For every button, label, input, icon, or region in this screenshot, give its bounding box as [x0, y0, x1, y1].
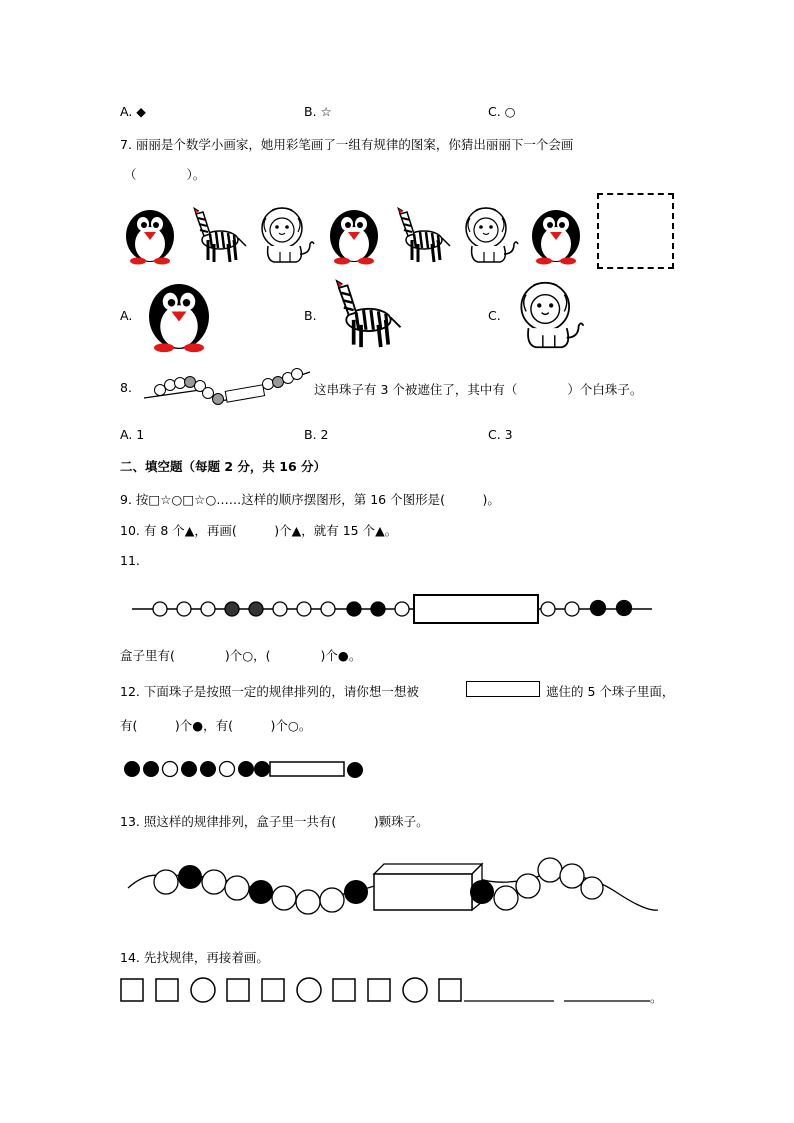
q8-text: 这串珠子有 3 个被遮住了，其中有（ ）个白珠子。 — [314, 382, 643, 397]
q8-number: 8. — [120, 380, 132, 395]
q7-sequence-penguin-icon-1 — [120, 202, 180, 266]
q12-text-after: 遮住的 5 个珠子里面， — [546, 684, 675, 699]
q7-option-b-zebra-icon[interactable] — [326, 278, 406, 352]
q6-option-b[interactable]: B. ☆ — [304, 104, 332, 119]
q7-sequence-penguin-icon-2 — [324, 202, 384, 266]
q6-option-c[interactable]: C. ○ — [488, 104, 516, 119]
q7-sequence-lion-icon-2 — [460, 204, 520, 266]
q14-shape-sequence — [120, 976, 660, 1006]
q8-option-b[interactable]: B. 2 — [304, 427, 329, 442]
q12-inline-box — [466, 681, 540, 697]
section-2-title: 二、填空题（每题 2 分，共 16 分） — [120, 459, 327, 474]
q11-bead-string — [130, 592, 655, 628]
q8-option-a[interactable]: A. 1 — [120, 427, 145, 442]
q9-text: 9. 按□☆○□☆○……这样的顺序摆图形，第 16 个图形是( )。 — [120, 492, 500, 507]
q12-text-before: 12. 下面珠子是按照一定的规律排列的，请你想一想被 — [120, 684, 419, 699]
q12-bead-row — [122, 758, 368, 782]
q7-option-c-lion-icon[interactable] — [512, 278, 588, 352]
q10-text: 10. 有 8 个▲，再画( )个▲，就有 15 个▲。 — [120, 523, 398, 538]
q7-sequence-zebra-icon-1 — [188, 206, 248, 266]
q7-option-c-label[interactable]: C. — [488, 308, 501, 323]
q7-option-b-label[interactable]: B. — [304, 308, 317, 323]
q7-sequence-lion-icon-1 — [256, 204, 316, 266]
q7-option-a-label[interactable]: A. — [120, 308, 133, 323]
q7-sequence-zebra-icon-2 — [392, 206, 452, 266]
q7-sequence-penguin-icon-3 — [526, 202, 586, 266]
q8-option-c[interactable]: C. 3 — [488, 427, 513, 442]
q11-answer[interactable]: 盒子里有( )个○，( )个●。 — [120, 648, 362, 663]
q6-option-a[interactable]: A. ◆ — [120, 104, 146, 119]
q8-bead-string — [140, 364, 315, 409]
q13-bead-string — [126, 852, 661, 924]
q7-option-a-penguin-icon[interactable] — [140, 274, 218, 354]
q7-answer-dashed-box[interactable] — [597, 193, 674, 269]
q14-text: 14. 先找规律，再接着画。 — [120, 950, 269, 965]
q11-number: 11. — [120, 553, 140, 568]
q13-text: 13. 照这样的规律排列，盒子里一共有( )颗珠子。 — [120, 814, 429, 829]
q7-answer-blank[interactable]: （ ）。 — [124, 167, 206, 182]
q12-answer[interactable]: 有( )个●，有( )个○。 — [120, 718, 312, 733]
q7-text: 7. 丽丽是个数学小画家，她用彩笔画了一组有规律的图案，你猜出丽丽下一个会画 — [120, 137, 574, 152]
q14-end-mark: 。 — [650, 990, 663, 1005]
